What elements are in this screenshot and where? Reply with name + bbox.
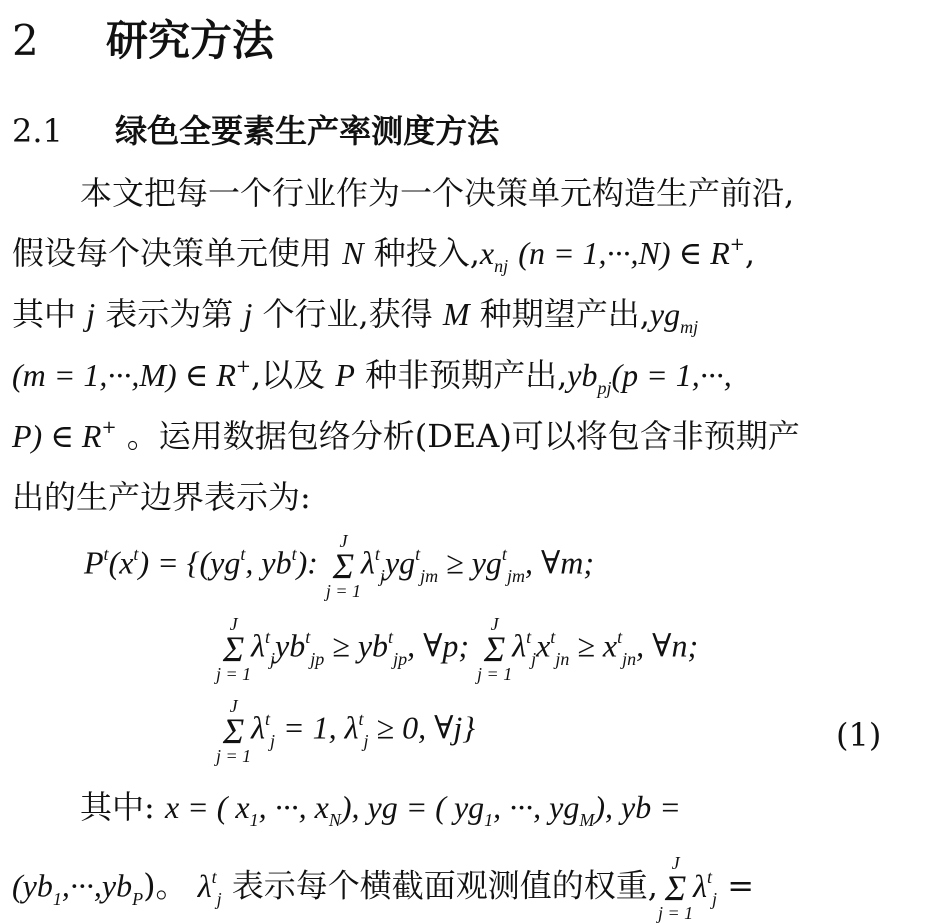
superscript: + xyxy=(729,234,745,255)
var-x: x xyxy=(479,235,495,271)
para1-line5 xyxy=(12,411,800,457)
text-segment: 。运用数据包络分析(DEA)可以将包含非预期产 xyxy=(126,417,800,455)
subscript: pj xyxy=(597,378,612,398)
math-range: (n = 1,···,N) ∈ R xyxy=(518,235,730,271)
var-N: N xyxy=(342,235,364,271)
subscript: nj xyxy=(494,256,509,276)
sum-symbol: J Σ j = 1 xyxy=(216,614,252,685)
math-range: (p = 1,···, xyxy=(611,357,732,393)
para1-line6 xyxy=(12,472,311,518)
subsection-title: 绿色全要素生产率测度方法 xyxy=(115,112,500,150)
para2-line1: 其中: x = ( $x_1$, ···, $x_N$), yg = ( $yg_1$, ···, $yg_M$), yb = xyxy=(80,788,681,830)
math-range: (yb xyxy=(12,867,53,904)
text-segment: 表示每个横截面观测值的权重, xyxy=(231,866,658,905)
para1-line1-text: 本文把每一个行业作为一个决策单元构造生产前沿, xyxy=(80,174,795,212)
para1-line3 xyxy=(12,289,698,335)
math-range: ,···,yb xyxy=(61,867,133,904)
subsection-number: 2.1 xyxy=(12,112,63,150)
sum-symbol: J Σ j = 1 xyxy=(325,531,362,602)
text-segment: 其中: xyxy=(80,788,155,826)
text-segment: 表示为第 xyxy=(105,295,234,333)
equation-number-text: (1) xyxy=(836,716,882,754)
var-j: j xyxy=(243,296,253,332)
para1-line1 xyxy=(80,168,794,214)
math-range: ), yb = xyxy=(594,789,681,825)
text-segment: 其中 xyxy=(12,295,77,333)
text-segment: 种期望产出, xyxy=(479,295,650,333)
text-segment: 假设每个决策单元使用 xyxy=(12,234,333,272)
equation-number xyxy=(836,716,881,754)
text-segment: 种投入, xyxy=(373,234,480,272)
equation-row1: $P^t(x^t) = \{(yg^t$, $yb^t$): J Σ j = 1 $\lambda^t_jyg^t_{jm} \ge yg^t_{jm}$, ∀m; xyxy=(84,531,595,602)
sum-symbol: J Σ j = 1 xyxy=(477,614,513,685)
math-range: ), yg = ( yg xyxy=(340,789,485,825)
section-title: 研究方法 xyxy=(105,16,274,65)
math-range: , ···, yg xyxy=(493,789,580,825)
lambda-symbol: $\lambda^t_j$ xyxy=(197,866,222,909)
var-yb: yb xyxy=(567,357,598,393)
math-range: , ···, x xyxy=(258,789,329,825)
var-P: P xyxy=(335,357,355,393)
text-segment: ,以及 xyxy=(251,356,326,394)
subscript: mj xyxy=(680,317,699,337)
math-range: P) ∈ R xyxy=(12,418,102,454)
text-segment: 出的生产边界表示为: xyxy=(12,478,311,516)
text-segment: 种非预期产出, xyxy=(365,356,568,394)
text-segment: = xyxy=(727,866,755,905)
equation-row3: J Σ j = 1 $\lambda^t_j = 1$, $\lambda^t_j \ge 0$, ∀j} xyxy=(216,696,476,767)
superscript: + xyxy=(235,356,251,377)
var-M: M xyxy=(442,296,470,332)
subsection-heading xyxy=(12,106,499,152)
var-yg: yg xyxy=(649,296,681,332)
para1-line4 xyxy=(12,350,732,396)
text-segment: 个行业,获得 xyxy=(262,295,433,333)
math-range: (m = 1,···,M) ∈ R xyxy=(12,357,236,393)
section-heading xyxy=(12,8,274,68)
text-segment: )。 xyxy=(143,866,188,905)
section-number: 2 xyxy=(12,16,39,65)
math-range: x = ( x xyxy=(164,789,250,825)
var-j: j xyxy=(86,296,96,332)
superscript: + xyxy=(101,417,117,438)
sum-symbol: J Σ j = 1 xyxy=(657,853,694,923)
para2-line2: $(yb_1,\cdot\cdot\cdot,yb_P)$。 $\lambda^t_j$ 表示每个横截面观测值的权重, J Σ j = 1 $\lambda^t_j$ = xyxy=(12,853,755,923)
para1-line2: 假设每个决策单元使用 N 种投入$,x_{nj}$ (n = 1,···,N) ∈ R+, xyxy=(12,234,756,276)
equation-row2: J Σ j = 1 $\lambda^t_jyb^t_{jp} \ge yb^t_{jp}$, ∀p; J Σ j = 1 $\lambda^t_jx^t_{jn} \ge x^t_{jn}$, ∀n; xyxy=(216,614,699,685)
sum-symbol: J Σ j = 1 xyxy=(216,696,252,767)
